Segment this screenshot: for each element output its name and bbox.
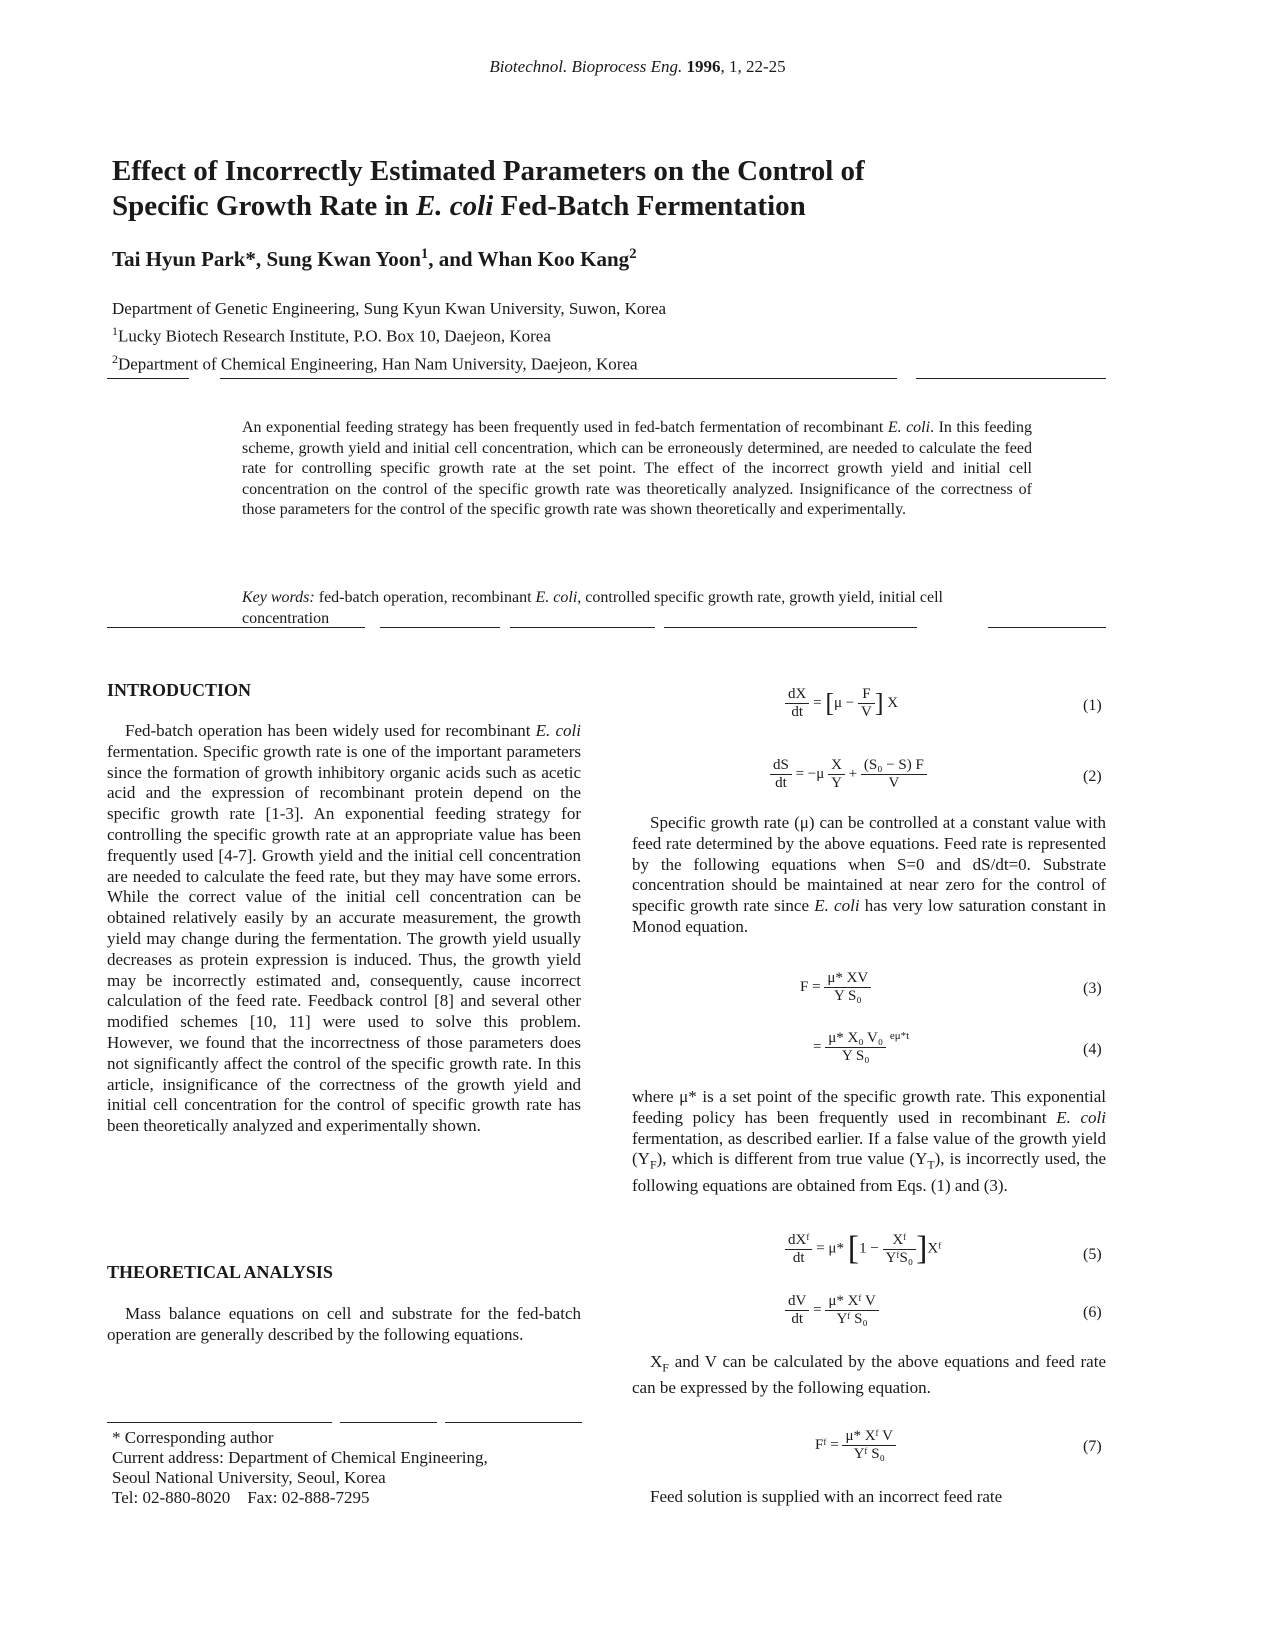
right-paragraph-3: $X_F$ and V can be calculated by the above equations and feed rate can be expressed by the following equation. — [632, 1352, 1106, 1398]
section-heading-introduction: INTRODUCTION — [107, 680, 252, 700]
divider-rule — [510, 627, 655, 628]
equation-7: Fᶠ = $\frac{\text{μ* Xᶠ V}}{\text{Yᶠ S₀}}$ — [815, 1428, 896, 1463]
author-1: Tai Hyun Park*, — [112, 247, 262, 271]
author-list: Tai Hyun Park*, Sung Kwan Yoon$^1$, and Whan Koo Kang$^2$ — [112, 246, 637, 271]
journal-year: 1996 — [686, 57, 721, 76]
divider-rule — [107, 378, 189, 379]
equation-number-3: (3) — [1083, 980, 1102, 997]
equation-6: $\frac{dV}{dt}$ = $\frac{\text{μ* Xᶠ V}}{\text{Yᶠ S₀}}$ — [785, 1293, 879, 1328]
affiliation-2: $^2$Department of Chemical Engineering, Han Nam University, Daejeon, Korea — [112, 351, 638, 374]
equation-1: $\frac{dX}{dt}$ = [μ − $\frac{F}{V}$ ] X — [785, 686, 898, 721]
divider-rule — [988, 627, 1106, 628]
keywords-label: Key words: — [242, 589, 315, 606]
journal-header: Biotechnol. Bioprocess Eng. 1996, 1, 22-25 — [489, 57, 786, 76]
divider-rule — [664, 627, 917, 628]
equation-number-1: (1) — [1083, 697, 1102, 714]
equation-4: = $\frac{\text{μ* X₀ V₀}}{\text{Y S₀}}$ $^{e\mu*t}$ — [813, 1030, 910, 1064]
journal-name: Biotechnol. Bioprocess Eng. — [489, 57, 683, 76]
equation-3: F = $\frac{\mu* XV}{\text{Y S₀}}$ — [800, 970, 871, 1005]
affiliations — [112, 298, 666, 375]
equation-number-4: (4) — [1083, 1041, 1102, 1058]
footnote: * Corresponding author Current address: Department of Chemical Engineering, Seoul National University, Seoul, Korea Tel: 02-880-8020 Fax: 02-888-7295 — [112, 1428, 488, 1507]
affiliation-0: Department of Genetic Engineering, Sung Kyun Kwan University, Suwon, Korea — [112, 299, 667, 318]
equation-number-2: (2) — [1083, 768, 1102, 785]
paper-title — [112, 154, 1112, 224]
footnote-rule — [445, 1422, 582, 1423]
footnote-rule — [340, 1422, 437, 1423]
right-paragraph-1: Specific growth rate (μ) can be controlled at a constant value with feed rate determined by the above equations. Feed rate is represented by the following equations when S=0 and dS/dt=0. Substrate concentration should be maintained at near zero for the control of specific growth rate since E. coli has very low saturation constant in Monod equation. — [632, 813, 1107, 936]
equation-2: $\frac{dS}{dt}$ = −μ $\frac{X}{Y}$ + $\frac{\text{(S₀ − S) F}}{V}$ — [770, 757, 927, 792]
theory-paragraph: Mass balance equations on cell and substrate for the fed-batch operation are generally described by the following equations. — [107, 1304, 581, 1344]
equation-5: $\frac{\text{dXᶠ}}{dt}$ = μ* [1 − $\frac{\text{Xᶠ}}{\text{YᶠS₀}}$ ]Xᶠ — [785, 1230, 941, 1268]
right-paragraph-4: Feed solution is supplied with an incorrect feed rate — [650, 1487, 1003, 1506]
author-2: Sung Kwan Yoon — [266, 247, 421, 271]
divider-rule — [916, 378, 1106, 379]
intro-paragraph: Fed-batch operation has been widely used for recombinant E. coli fermentation. Specific growth rate is one of the important parameters since the formation of growth inhibitory organic acids such as acetic acid and the expression of recombinant protein depend on the specific growth rate [1-3]. An exponential feeding strategy for controlling the specific growth rate at an appropriate value has been frequently used [4-7]. Growth yield and the initial cell concentration are needed to calculate the feed rate, but they may have some errors. While the correct value of the initial cell concentration can be obtained relatively easily by an accurate measurement, the growth yield may change during the fermentation. The growth yield usually decreases as protein expression is induced. Thus, the growth yield may be incorrectly estimated and, consequently, cause incorrect calculation of the feed rate. Feedback control [8] and several other modified schemes [10, 11] were used to solve this problem. However, we found that the incorrectness of those parameters does not significantly affect the control of the specific growth rate. In this article, insignificance of the correctness of the growth yield and initial cell concentration for the control of specific growth rate has been theoretically analyzed and experimentally shown. — [107, 721, 581, 1136]
divider-rule — [107, 627, 365, 628]
author-3: , and Whan Koo Kang — [428, 247, 630, 271]
title-line-2: Specific Growth Rate in E. coli Fed-Batch Fermentation — [112, 190, 806, 222]
keywords: Key words: fed-batch operation, recombinant E. coli, controlled specific growth rate, growth yield, initial cell concentration — [242, 589, 943, 627]
abstract: An exponential feeding strategy has been frequently used in fed-batch fermentation of recombinant E. coli. In this feeding scheme, growth yield and initial cell concentration, which can be erroneously determined, are needed to calculate the feed rate for controlling specific growth rate at the set point. The effect of the incorrect growth yield and initial cell concentration on the control of the specific growth rate was theoretically analyzed. Insignificance of the correctness of those parameters for the control of the specific growth rate was shown theoretically and experimentally. — [242, 419, 1032, 518]
divider-rule — [220, 378, 897, 379]
equation-number-5: (5) — [1083, 1246, 1102, 1263]
journal-volume-pages: 1, 22-25 — [729, 57, 786, 76]
affiliation-1: $^1$Lucky Biotech Research Institute, P.O. Box 10, Daejeon, Korea — [112, 324, 551, 346]
footnote-rule — [107, 1422, 332, 1423]
divider-rule — [380, 627, 500, 628]
title-line-1: Effect of Incorrectly Estimated Parameters on the Control of — [112, 155, 865, 187]
section-heading-theoretical-analysis: THEORETICAL ANALYSIS — [107, 1262, 333, 1282]
equation-number-7: (7) — [1083, 1438, 1102, 1455]
equation-number-6: (6) — [1083, 1304, 1102, 1321]
right-paragraph-2: where μ* is a set point of the specific growth rate. This exponential feeding policy has been frequently used in recombinant E. coli fermentation, as described earlier. If a false value of the growth yield $(Y_F)$, which is different from true value $(Y_T)$, is incorrectly used, the following equations are obtained from Eqs. (1) and (3). — [632, 1087, 1106, 1195]
